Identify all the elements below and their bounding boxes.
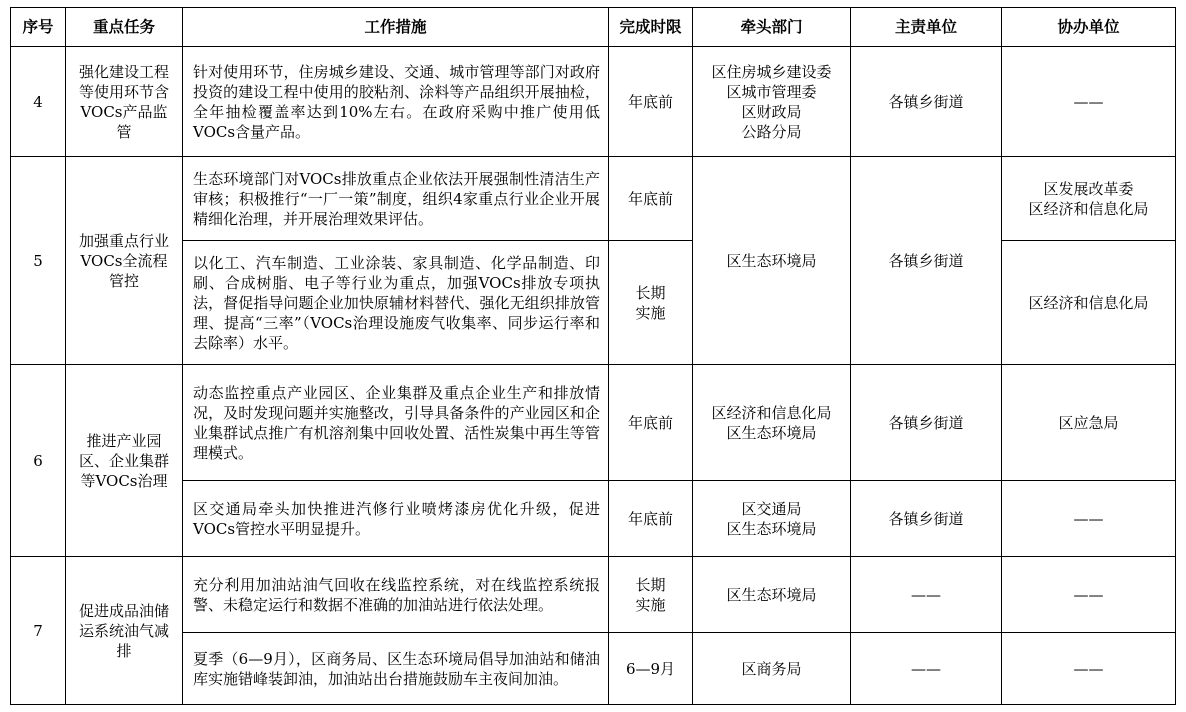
assist-cell: —— — [1002, 633, 1176, 705]
header-deadline-text: 完成时限 — [619, 17, 682, 36]
assist-cell: 区经济和信息化局 — [1002, 241, 1176, 365]
main-cell: 各镇乡街道 — [851, 157, 1002, 365]
table-row-4 — [11, 47, 1176, 157]
seq-cell: 7 — [11, 557, 66, 705]
assist-cell: —— — [1002, 47, 1176, 157]
lead-cell: 区经济和信息化局 区生态环境局 — [693, 365, 851, 481]
header-deadline — [609, 8, 693, 47]
main-cell: 各镇乡街道 — [851, 365, 1002, 481]
deadline-cell: 6—9月 — [609, 633, 693, 705]
lead-cell: 区交通局 区生态环境局 — [693, 481, 851, 557]
deadline-cell: 年底前 — [609, 481, 693, 557]
header-assist: 协办单位 — [1002, 8, 1176, 47]
deadline-cell: 年底前 — [609, 157, 693, 241]
table-row-5a — [11, 157, 1176, 241]
main-cell: 各镇乡街道 — [851, 481, 1002, 557]
measure-cell: 以化工、汽车制造、工业涂装、家具制造、化学品制造、印刷、合成树脂、电子等行业为重点，加强VOCs排放专项执法，督促指导问题企业加快原辅材料替代、强化无组织排放管理、提高“三率”（VOCs治理设施废气收集率、同步运行率和去除率）水平。 — [183, 241, 609, 365]
header-seq: 序号 — [11, 8, 66, 47]
measure-cell: 动态监控重点产业园区、企业集群及重点企业生产和排放情况，及时发现问题并实施整改，引导具备条件的产业园区和企业集群试点推广有机溶剂集中回收处置、活性炭集中再生等管理模式。 — [183, 365, 609, 481]
header-row — [11, 8, 1176, 47]
task-table — [10, 7, 1176, 705]
measure-cell: 针对使用环节，住房城乡建设、交通、城市管理等部门对政府投资的建设工程中使用的胶粘剂、涂料等产品组织开展抽检，全年抽检覆盖率达到10%左右。在政府采购中推广使用低VOCs含量产品。 — [183, 47, 609, 157]
table-row-6b — [11, 481, 1176, 557]
assist-cell: —— — [1002, 481, 1176, 557]
measure-cell: 充分利用加油站油气回收在线监控系统，对在线监控系统报警、未稳定运行和数据不准确的加油站进行依法处理。 — [183, 557, 609, 633]
assist-cell: —— — [1002, 557, 1176, 633]
deadline-cell: 长期 实施 — [609, 241, 693, 365]
lead-cell: 区生态环境局 — [693, 557, 851, 633]
header-measure: 工作措施 — [183, 8, 609, 47]
table-row-6a — [11, 365, 1176, 481]
assist-cell: 区发展改革委 区经济和信息化局 — [1002, 157, 1176, 241]
table-row-5b — [11, 241, 1176, 365]
header-lead: 牵头部门 — [693, 8, 851, 47]
lead-cell: 区住房城乡建设委 区城市管理委 区财政局 公路分局 — [693, 47, 851, 157]
task-cell: 推进产业园区、企业集群等VOCs治理 — [66, 365, 183, 557]
main-cell: —— — [851, 557, 1002, 633]
seq-cell: 4 — [11, 47, 66, 157]
deadline-cell: 年底前 — [609, 365, 693, 481]
seq-cell: 6 — [11, 365, 66, 557]
task-cell: 强化建设工程等使用环节含VOCs产品监管 — [66, 47, 183, 157]
seq-cell: 5 — [11, 157, 66, 365]
main-cell: 各镇乡街道 — [851, 47, 1002, 157]
header-task: 重点任务 — [66, 8, 183, 47]
task-cell: 加强重点行业VOCs全流程管控 — [66, 157, 183, 365]
measure-cell: 区交通局牵头加快推进汽修行业喷烤漆房优化升级，促进VOCs管控水平明显提升。 — [183, 481, 609, 557]
main-cell: —— — [851, 633, 1002, 705]
task-cell: 促进成品油储运系统油气减排 — [66, 557, 183, 705]
table-row-7b — [11, 633, 1176, 705]
measure-cell: 夏季（6—9月），区商务局、区生态环境局倡导加油站和储油库实施错峰装卸油，加油站出台措施鼓励车主夜间加油。 — [183, 633, 609, 705]
lead-cell: 区商务局 — [693, 633, 851, 705]
deadline-cell: 年底前 — [609, 47, 693, 157]
measure-cell: 生态环境部门对VOCs排放重点企业依法开展强制性清洁生产审核；积极推行“一厂一策”制度，组织4家重点行业企业开展精细化治理，并开展治理效果评估。 — [183, 157, 609, 241]
header-main: 主责单位 — [851, 8, 1002, 47]
assist-cell: 区应急局 — [1002, 365, 1176, 481]
deadline-cell: 长期 实施 — [609, 557, 693, 633]
lead-cell: 区生态环境局 — [693, 157, 851, 365]
table-row-7a — [11, 557, 1176, 633]
